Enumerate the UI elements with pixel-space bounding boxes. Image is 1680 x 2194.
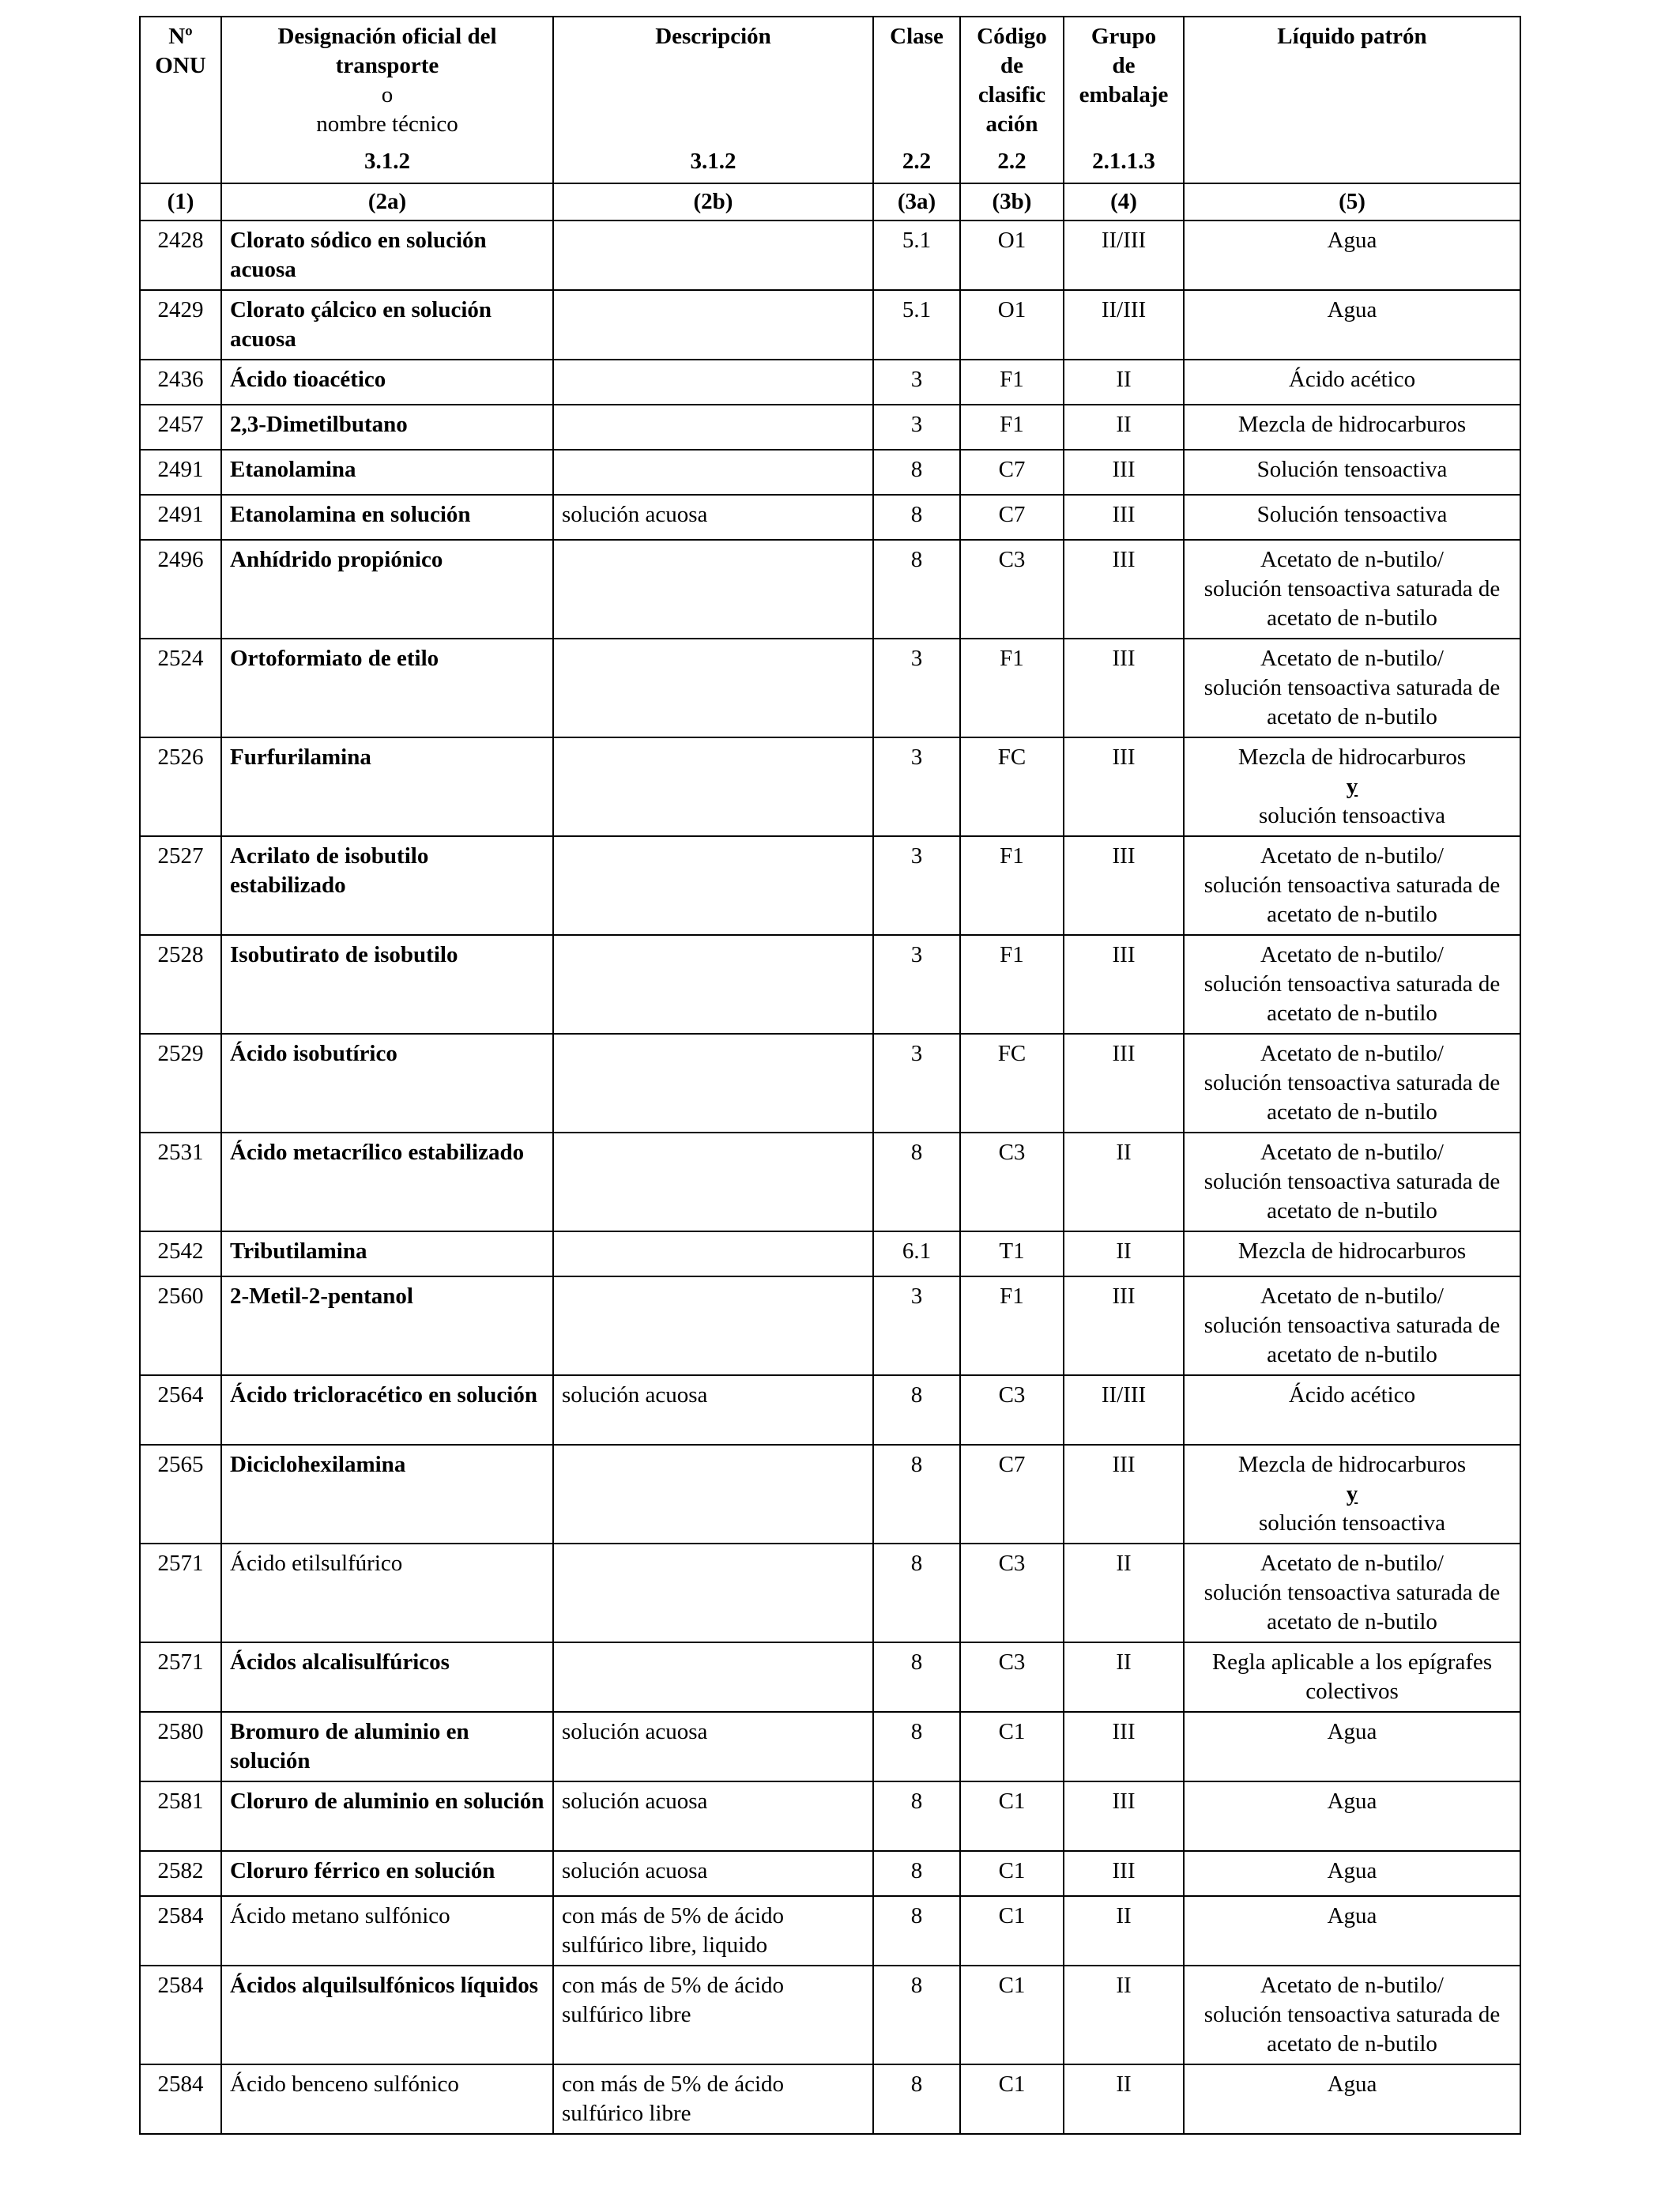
description-cell: [553, 737, 873, 836]
liquid-line: solución tensoactiva: [1259, 1510, 1445, 1536]
liquid-line: Acetato de n-butilo/: [1260, 1551, 1444, 1576]
designation-cell: Clorato sódico en solución acuosa: [221, 221, 553, 290]
class-cell: 3: [873, 1276, 960, 1375]
classification-code-cell: F1: [960, 405, 1064, 450]
standard-liquid-cell: [1184, 1712, 1520, 1781]
standard-liquid-cell: [1184, 1966, 1520, 2064]
designation-cell: Furfurilamina: [221, 737, 553, 836]
table-row: [140, 1642, 1520, 1712]
onu-number-cell: 2584: [140, 2064, 221, 2134]
liquid-line: acetato de n-butilo: [1267, 1099, 1437, 1125]
class-cell: 3: [873, 639, 960, 737]
standard-liquid-cell: [1184, 290, 1520, 360]
table-row: [140, 495, 1520, 540]
classification-code-cell: F1: [960, 360, 1064, 405]
liquid-line: Acetato de n-butilo/: [1260, 547, 1444, 572]
table-row: [140, 450, 1520, 495]
class-cell: 8: [873, 495, 960, 540]
liquid-line: Mezcla de hidrocarburos: [1237, 412, 1467, 437]
liquid-line: Solución tensoactiva: [1256, 457, 1448, 482]
classification-code-cell: C1: [960, 2064, 1064, 2134]
liquid-line: acetato de n-butilo: [1267, 1198, 1437, 1223]
description-cell: [553, 1445, 873, 1544]
description-cell: [553, 540, 873, 639]
designation-cell: Cloruro de aluminio en solución: [221, 1781, 553, 1851]
description-cell: [553, 1231, 873, 1276]
liquid-line: Mezcla de hidrocarburos: [1237, 1452, 1467, 1477]
designation-cell: Ácidos alquilsulfónicos líquidos: [221, 1966, 553, 2064]
description-cell: [553, 221, 873, 290]
onu-number-cell: 2560: [140, 1276, 221, 1375]
standard-liquid-cell: [1184, 405, 1520, 450]
designation-cell: Ácido etilsulfúrico: [221, 1544, 553, 1642]
header-standard-liquid: [1184, 17, 1520, 183]
standard-liquid-cell: [1184, 1276, 1520, 1375]
class-cell: 8: [873, 1966, 960, 2064]
classification-code-cell: C3: [960, 1375, 1064, 1445]
onu-number-cell: 2496: [140, 540, 221, 639]
class-cell: 8: [873, 1544, 960, 1642]
standard-liquid-cell: [1184, 1375, 1520, 1445]
onu-number-cell: 2584: [140, 1966, 221, 2064]
table-row: [140, 1375, 1520, 1445]
header-liquid-line1: Líquido patrón: [1277, 24, 1427, 49]
table-row: [140, 639, 1520, 737]
liquid-line: acetato de n-butilo: [1267, 605, 1437, 631]
liquid-line: Regla aplicable a los epígrafes: [1211, 1649, 1493, 1675]
packing-group-cell: III: [1064, 1712, 1184, 1781]
onu-number-cell: 2580: [140, 1712, 221, 1781]
description-cell: [553, 290, 873, 360]
liquid-line: solución tensoactiva saturada de: [1203, 1313, 1501, 1338]
liquid-line: Acetato de n-butilo/: [1260, 1041, 1444, 1066]
classification-code-cell: C3: [960, 540, 1064, 639]
designation-cell: Ácido isobutírico: [221, 1034, 553, 1133]
liquid-line: acetato de n-butilo: [1267, 902, 1437, 927]
liquid-line: Acetato de n-butilo/: [1260, 942, 1444, 967]
designation-cell: Ácido tricloracético en solución: [221, 1375, 553, 1445]
table-body: [140, 221, 1520, 2134]
header-class: [873, 17, 960, 183]
description-cell: solución acuosa: [553, 1781, 873, 1851]
designation-cell: Diciclohexilamina: [221, 1445, 553, 1544]
designation-cell: Clorato çálcico en solución acuosa: [221, 290, 553, 360]
classification-code-cell: C1: [960, 1966, 1064, 2064]
classification-code-cell: C1: [960, 1712, 1064, 1781]
column-number: (1): [140, 183, 221, 221]
classification-code-cell: C7: [960, 1445, 1064, 1544]
header-designation-line2: transporte: [335, 53, 439, 78]
column-number: (4): [1064, 183, 1184, 221]
standard-liquid-cell: [1184, 360, 1520, 405]
liquid-line: Acetato de n-butilo/: [1260, 1284, 1444, 1309]
onu-number-cell: 2571: [140, 1642, 221, 1712]
standard-liquid-cell: [1184, 1445, 1520, 1544]
table-row: [140, 290, 1520, 360]
liquid-line: Agua: [1327, 1903, 1377, 1928]
classification-code-cell: F1: [960, 1276, 1064, 1375]
liquid-line: acetato de n-butilo: [1267, 1342, 1437, 1367]
designation-cell: Tributilamina: [221, 1231, 553, 1276]
liquid-line: Agua: [1327, 1789, 1377, 1814]
liquid-line: Agua: [1327, 2071, 1377, 2097]
description-cell: con más de 5% de ácido sulfúrico libre: [553, 1966, 873, 2064]
packing-group-cell: II: [1064, 1966, 1184, 2064]
classification-code-cell: F1: [960, 935, 1064, 1034]
standard-liquid-cell: [1184, 2064, 1520, 2134]
onu-number-cell: 2565: [140, 1445, 221, 1544]
class-cell: 8: [873, 1712, 960, 1781]
onu-number-cell: 2429: [140, 290, 221, 360]
header-code-ref: 2.2: [997, 149, 1026, 174]
table-row: [140, 1231, 1520, 1276]
description-cell: [553, 836, 873, 935]
packing-group-cell: II: [1064, 1896, 1184, 1966]
onu-number-cell: 2491: [140, 495, 221, 540]
table-row: [140, 836, 1520, 935]
packing-group-cell: II: [1064, 1642, 1184, 1712]
designation-cell: Ácido metano sulfónico: [221, 1896, 553, 1966]
liquid-line: solución tensoactiva saturada de: [1203, 675, 1501, 700]
classification-code-cell: C1: [960, 1896, 1064, 1966]
header-onu: [140, 17, 221, 183]
class-cell: 8: [873, 1133, 960, 1231]
table-row: [140, 935, 1520, 1034]
liquid-line: Ácido acético: [1288, 1382, 1416, 1408]
packing-group-cell: II: [1064, 1133, 1184, 1231]
liquid-line: solución tensoactiva saturada de: [1203, 971, 1501, 997]
description-cell: [553, 405, 873, 450]
packing-group-cell: III: [1064, 1445, 1184, 1544]
class-cell: 8: [873, 1642, 960, 1712]
standard-liquid-cell: [1184, 1133, 1520, 1231]
class-cell: 8: [873, 1445, 960, 1544]
liquid-line: Agua: [1327, 1719, 1377, 1744]
header-designation-line4: nombre técnico: [316, 111, 458, 137]
liquid-conjunction: y: [1346, 1481, 1358, 1506]
table-header: [140, 17, 1520, 221]
header-row: [140, 17, 1520, 183]
class-cell: 6.1: [873, 1231, 960, 1276]
liquid-line: Agua: [1327, 1858, 1377, 1883]
classification-code-cell: FC: [960, 1034, 1064, 1133]
designation-cell: Bromuro de aluminio en solución: [221, 1712, 553, 1781]
liquid-line: solución tensoactiva saturada de: [1203, 576, 1501, 601]
packing-group-cell: III: [1064, 1034, 1184, 1133]
liquid-line: Acetato de n-butilo/: [1260, 646, 1444, 671]
liquid-line: acetato de n-butilo: [1267, 1001, 1437, 1026]
header-group-line3: embalaje: [1079, 82, 1169, 107]
liquid-line: solución tensoactiva: [1259, 803, 1445, 828]
description-cell: solución acuosa: [553, 1851, 873, 1896]
description-cell: con más de 5% de ácido sulfúrico libre, liquido: [553, 1896, 873, 1966]
description-cell: [553, 935, 873, 1034]
liquid-line: solución tensoactiva saturada de: [1203, 2002, 1501, 2027]
table-row: [140, 1896, 1520, 1966]
class-cell: 3: [873, 1034, 960, 1133]
designation-cell: Ácido benceno sulfónico: [221, 2064, 553, 2134]
table-row: [140, 1851, 1520, 1896]
designation-cell: Isobutirato de isobutilo: [221, 935, 553, 1034]
packing-group-cell: III: [1064, 1781, 1184, 1851]
classification-code-cell: F1: [960, 836, 1064, 935]
packing-group-cell: III: [1064, 540, 1184, 639]
header-onu-line1: Nº: [168, 24, 193, 49]
onu-number-cell: 2428: [140, 221, 221, 290]
packing-group-cell: II/III: [1064, 290, 1184, 360]
standard-liquid-cell: [1184, 836, 1520, 935]
description-cell: [553, 1133, 873, 1231]
class-cell: 8: [873, 450, 960, 495]
designation-cell: Etanolamina en solución: [221, 495, 553, 540]
classification-code-cell: T1: [960, 1231, 1064, 1276]
designation-cell: 2-Metil-2-pentanol: [221, 1276, 553, 1375]
packing-group-cell: III: [1064, 1851, 1184, 1896]
liquid-line: colectivos: [1305, 1679, 1399, 1704]
header-code-line1: Código: [977, 24, 1047, 49]
header-group-ref: 2.1.1.3: [1092, 149, 1155, 174]
description-cell: solución acuosa: [553, 495, 873, 540]
classification-code-cell: C7: [960, 495, 1064, 540]
class-cell: 8: [873, 1781, 960, 1851]
designation-cell: Ácido tioacético: [221, 360, 553, 405]
table-row: [140, 1276, 1520, 1375]
standard-liquid-cell: [1184, 221, 1520, 290]
classification-code-cell: F1: [960, 639, 1064, 737]
packing-group-cell: III: [1064, 450, 1184, 495]
packing-group-cell: III: [1064, 737, 1184, 836]
designation-cell: 2,3-Dimetilbutano: [221, 405, 553, 450]
onu-number-cell: 2436: [140, 360, 221, 405]
header-designation: [221, 17, 553, 183]
description-cell: [553, 360, 873, 405]
liquid-line: Acetato de n-butilo/: [1260, 843, 1444, 869]
description-cell: solución acuosa: [553, 1375, 873, 1445]
onu-number-cell: 2528: [140, 935, 221, 1034]
onu-number-cell: 2564: [140, 1375, 221, 1445]
packing-group-cell: III: [1064, 935, 1184, 1034]
onu-number-cell: 2457: [140, 405, 221, 450]
header-designation-ref: 3.1.2: [364, 149, 410, 174]
liquid-line: acetato de n-butilo: [1267, 2031, 1437, 2056]
table-row: [140, 1966, 1520, 2064]
liquid-line: Agua: [1327, 297, 1377, 322]
classification-code-cell: FC: [960, 737, 1064, 836]
column-number: (3a): [873, 183, 960, 221]
table-row: [140, 360, 1520, 405]
liquid-line: Ácido acético: [1288, 367, 1416, 392]
class-cell: 8: [873, 540, 960, 639]
table-row: [140, 1445, 1520, 1544]
classification-code-cell: C1: [960, 1851, 1064, 1896]
onu-number-cell: 2581: [140, 1781, 221, 1851]
standard-liquid-cell: [1184, 935, 1520, 1034]
onu-number-cell: 2582: [140, 1851, 221, 1896]
onu-number-cell: 2531: [140, 1133, 221, 1231]
table-row: [140, 540, 1520, 639]
designation-cell: Acrilato de isobutilo estabilizado: [221, 836, 553, 935]
standard-liquid-cell: [1184, 639, 1520, 737]
table-row: [140, 405, 1520, 450]
standard-liquid-cell: [1184, 1896, 1520, 1966]
description-cell: [553, 1034, 873, 1133]
standard-liquid-cell: [1184, 540, 1520, 639]
liquid-line: Mezcla de hidrocarburos: [1237, 1238, 1467, 1264]
standard-liquid-cell: [1184, 1851, 1520, 1896]
column-number: (2a): [221, 183, 553, 221]
liquid-line: solución tensoactiva saturada de: [1203, 1169, 1501, 1194]
header-packing-group: [1064, 17, 1184, 183]
class-cell: 5.1: [873, 290, 960, 360]
packing-group-cell: III: [1064, 1276, 1184, 1375]
liquid-line: Solución tensoactiva: [1256, 502, 1448, 527]
classification-code-cell: O1: [960, 221, 1064, 290]
liquid-line: Acetato de n-butilo/: [1260, 1973, 1444, 1998]
onu-number-cell: 2571: [140, 1544, 221, 1642]
standard-liquid-cell: [1184, 495, 1520, 540]
description-cell: [553, 450, 873, 495]
description-cell: solución acuosa: [553, 1712, 873, 1781]
designation-cell: Etanolamina: [221, 450, 553, 495]
class-cell: 8: [873, 2064, 960, 2134]
class-cell: 3: [873, 737, 960, 836]
header-class-line1: Clase: [890, 24, 944, 49]
classification-code-cell: C3: [960, 1642, 1064, 1712]
description-cell: [553, 1642, 873, 1712]
header-description-line1: Descripción: [655, 24, 771, 49]
onu-number-cell: 2527: [140, 836, 221, 935]
liquid-line: Acetato de n-butilo/: [1260, 1140, 1444, 1165]
header-onu-line2: ONU: [155, 53, 206, 78]
class-cell: 3: [873, 360, 960, 405]
classification-code-cell: C1: [960, 1781, 1064, 1851]
class-cell: 3: [873, 836, 960, 935]
classification-code-cell: C3: [960, 1544, 1064, 1642]
header-group-line2: de: [1112, 53, 1136, 78]
table-row: [140, 1712, 1520, 1781]
packing-group-cell: III: [1064, 495, 1184, 540]
liquid-line: Agua: [1327, 228, 1377, 253]
packing-group-cell: II: [1064, 1231, 1184, 1276]
liquid-line: Mezcla de hidrocarburos: [1237, 745, 1467, 770]
header-description-ref: 3.1.2: [690, 149, 736, 174]
liquid-line: solución tensoactiva saturada de: [1203, 1070, 1501, 1095]
packing-group-cell: II: [1064, 360, 1184, 405]
designation-cell: Ácido metacrílico estabilizado: [221, 1133, 553, 1231]
description-cell: [553, 1276, 873, 1375]
header-code-line4: ación: [985, 111, 1038, 137]
onu-number-cell: 2491: [140, 450, 221, 495]
description-cell: [553, 1544, 873, 1642]
table-row: [140, 1781, 1520, 1851]
standard-liquid-cell: [1184, 1231, 1520, 1276]
designation-cell: Cloruro férrico en solución: [221, 1851, 553, 1896]
standard-liquid-cell: [1184, 450, 1520, 495]
liquid-line: acetato de n-butilo: [1267, 1609, 1437, 1634]
packing-group-cell: II/III: [1064, 1375, 1184, 1445]
onu-number-cell: 2584: [140, 1896, 221, 1966]
header-classification-code: [960, 17, 1064, 183]
designation-cell: Ácidos alcalisulfúricos: [221, 1642, 553, 1712]
standard-liquid-cell: [1184, 1642, 1520, 1712]
class-cell: 3: [873, 935, 960, 1034]
packing-group-cell: II/III: [1064, 221, 1184, 290]
standard-liquid-cell: [1184, 1034, 1520, 1133]
standard-liquid-cell: [1184, 1781, 1520, 1851]
header-code-line3: clasific: [977, 82, 1046, 107]
class-cell: 8: [873, 1375, 960, 1445]
liquid-line: acetato de n-butilo: [1267, 704, 1437, 729]
classification-code-cell: C7: [960, 450, 1064, 495]
packing-group-cell: III: [1064, 836, 1184, 935]
table-row: [140, 221, 1520, 290]
description-cell: [553, 639, 873, 737]
header-group-line1: Grupo: [1090, 24, 1157, 49]
designation-cell: Anhídrido propiónico: [221, 540, 553, 639]
onu-number-cell: 2524: [140, 639, 221, 737]
header-designation-line1: Designación oficial del: [277, 24, 497, 49]
packing-group-cell: II: [1064, 1544, 1184, 1642]
standard-liquid-cell: [1184, 1544, 1520, 1642]
description-cell: con más de 5% de ácido sulfúrico libre: [553, 2064, 873, 2134]
liquid-line: solución tensoactiva saturada de: [1203, 873, 1501, 898]
header-class-ref: 2.2: [902, 149, 932, 174]
classification-code-cell: O1: [960, 290, 1064, 360]
table-row: [140, 737, 1520, 836]
header-description: [553, 17, 873, 183]
table-row: [140, 2064, 1520, 2134]
packing-group-cell: III: [1064, 639, 1184, 737]
column-number-row: [140, 183, 1520, 221]
table-row: [140, 1133, 1520, 1231]
onu-number-cell: 2542: [140, 1231, 221, 1276]
packing-group-cell: II: [1064, 405, 1184, 450]
column-number: (3b): [960, 183, 1064, 221]
column-number: (5): [1184, 183, 1520, 221]
table-row: [140, 1034, 1520, 1133]
onu-number-cell: 2529: [140, 1034, 221, 1133]
table-row: [140, 1544, 1520, 1642]
liquid-conjunction: y: [1346, 774, 1358, 799]
onu-number-cell: 2526: [140, 737, 221, 836]
liquid-line: solución tensoactiva saturada de: [1203, 1580, 1501, 1605]
dangerous-goods-table: [139, 16, 1521, 2135]
standard-liquid-cell: [1184, 737, 1520, 836]
classification-code-cell: C3: [960, 1133, 1064, 1231]
class-cell: 8: [873, 1896, 960, 1966]
class-cell: 8: [873, 1851, 960, 1896]
header-code-line2: de: [1000, 53, 1023, 78]
designation-cell: Ortoformiato de etilo: [221, 639, 553, 737]
packing-group-cell: II: [1064, 2064, 1184, 2134]
class-cell: 3: [873, 405, 960, 450]
column-number: (2b): [553, 183, 873, 221]
header-designation-line3: o: [381, 82, 394, 107]
class-cell: 5.1: [873, 221, 960, 290]
